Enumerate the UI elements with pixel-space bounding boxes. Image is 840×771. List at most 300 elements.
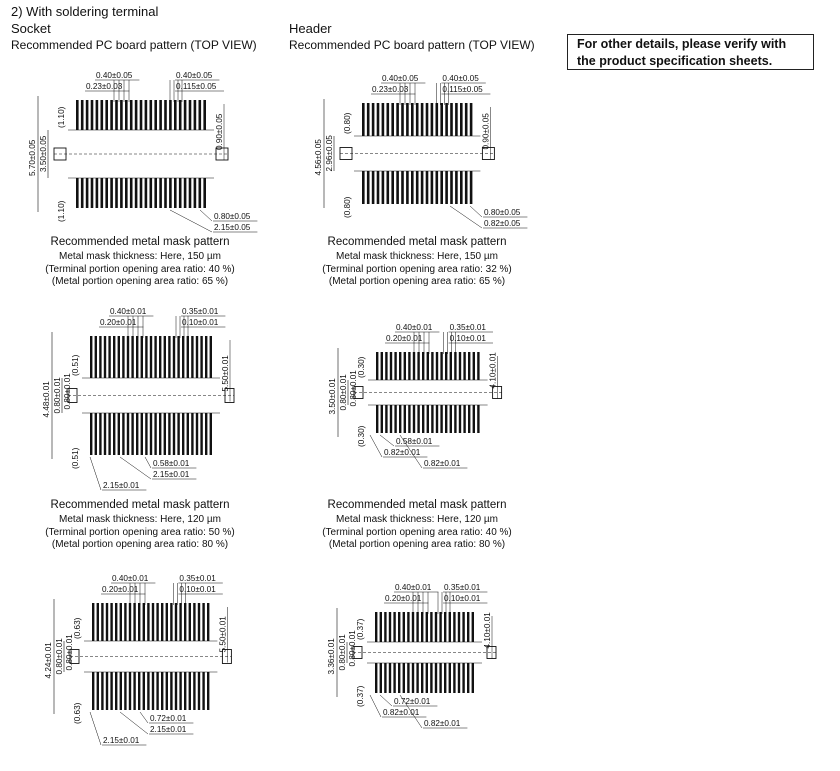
header-pcb-dim-overall: 4.56±0.05 <box>314 139 323 176</box>
spec-note-line2: the product specification sheets. <box>577 54 773 68</box>
socket-m120-pad-bottom <box>184 672 186 710</box>
socket-m120-pad-top <box>152 603 154 641</box>
socket-m150-pad-top <box>210 336 212 378</box>
header-m150-pad-top <box>404 352 406 380</box>
socket-m150-pad-top <box>164 336 166 378</box>
header-pcb-dim-bottom-0: 0.80±0.05 <box>484 208 521 217</box>
header-m120-dim-overall: 3.36±0.01 <box>327 638 336 675</box>
socket-pcb-pad-top <box>125 100 128 130</box>
header-m150-pad-top <box>445 352 447 380</box>
socket-m150-dim-bottom-leader <box>120 457 151 479</box>
socket-pcb-dim-side-pitch: 0.40±0.05 <box>176 71 213 80</box>
socket-m120-dim-center: 0.80±0.01 <box>65 634 74 671</box>
header-m150-dim-pad-length-top: (0.30) <box>357 356 366 378</box>
header-m150-dim-pad-length-bottom: (0.30) <box>357 425 366 447</box>
socket-m120-pad-bottom <box>143 672 145 710</box>
socket-pcb-pad-top <box>154 100 157 130</box>
header-m150-pad-bottom <box>454 405 456 433</box>
socket-m150-pad-bottom <box>196 413 198 455</box>
socket-m150-pad-bottom <box>191 413 193 455</box>
socket-m120-pad-top <box>133 603 135 641</box>
header-pcb-pad-bottom <box>455 171 458 204</box>
socket-m150-pad-bottom <box>99 413 101 455</box>
socket-m120-pad-top <box>193 603 195 641</box>
header-pcb-pad-top <box>421 103 424 136</box>
header-pcb-pad-top <box>445 103 448 136</box>
header-m120-pad-bottom <box>412 663 414 693</box>
socket-m120-pad-top <box>147 603 149 641</box>
header-mask150-terminal-ratio: (Terminal portion opening area ratio: 32 %) <box>322 263 512 275</box>
socket-m120-dim-bottom-leader <box>140 712 148 723</box>
header-pcb-dim-side-pitch: 0.40±0.05 <box>442 74 479 83</box>
header-pcb-pad-bottom <box>362 171 365 204</box>
socket-m150-pad-bottom <box>136 413 138 455</box>
header-m150-pad-top <box>459 352 461 380</box>
header-m150-pad-bottom <box>404 405 406 433</box>
header-m150-pad-bottom <box>473 405 475 433</box>
socket-pcb-pad-top <box>174 100 177 130</box>
section-title: 2) With soldering terminal <box>11 4 159 19</box>
socket-m150-pad-top <box>187 336 189 378</box>
socket-m120-dim-bottom-0: 0.72±0.01 <box>150 714 187 723</box>
header-m120-pad-bottom <box>421 663 423 693</box>
header-mask120-diagram <box>327 583 496 728</box>
socket-m150-dim-pad-length-bottom: (0.51) <box>71 447 80 469</box>
header-m150-pad-top <box>473 352 475 380</box>
socket-pcb-pad-bottom <box>115 178 118 208</box>
socket-m120-dim-bottom-2: 2.15±0.01 <box>103 736 140 745</box>
header-pcb-pad-bottom <box>421 171 424 204</box>
socket-pcb-pad-top <box>203 100 206 130</box>
header-pcb-pad-bottom <box>416 171 419 204</box>
socket-m120-pad-top <box>143 603 145 641</box>
header-m120-dim-inner: 0.80±0.01 <box>338 634 347 671</box>
socket-m120-pad-bottom <box>92 672 94 710</box>
socket-m150-pad-bottom <box>173 413 175 455</box>
header-m120-pad-top <box>458 612 460 642</box>
header-mask120-metal-ratio: (Metal portion opening area ratio: 80 %) <box>328 539 506 550</box>
header-m120-pad-top <box>462 612 464 642</box>
header-m120-pad-top <box>380 612 382 642</box>
socket-pcb-pad-top <box>194 100 197 130</box>
header-pcb-pad-bottom <box>436 171 439 204</box>
socket-m150-pad-bottom <box>200 413 202 455</box>
socket-m150-pad-top <box>196 336 198 378</box>
header-pcb-pad-top <box>450 103 453 136</box>
socket-m150-pad-bottom <box>187 413 189 455</box>
header-pcb-pad-bottom <box>431 171 434 204</box>
header-m150-pad-top <box>440 352 442 380</box>
header-m120-pad-bottom <box>458 663 460 693</box>
socket-pcb-pad-top <box>81 100 84 130</box>
header-m120-dim-pad-length-bottom: (0.37) <box>356 685 365 707</box>
header-m150-pad-top <box>468 352 470 380</box>
socket-pcb-dim-pad-width: 0.23±0.03 <box>86 82 123 91</box>
header-m120-pad-bottom <box>439 663 441 693</box>
socket-mask150-terminal-ratio: (Terminal portion opening area ratio: 40 %) <box>45 263 235 275</box>
socket-m120-pad-top <box>138 603 140 641</box>
header-m120-pad-bottom <box>453 663 455 693</box>
header-m150-dim-pitch: 0.40±0.01 <box>396 323 433 332</box>
socket-mask120-terminal-ratio: (Terminal portion opening area ratio: 50 %) <box>45 526 235 538</box>
socket-m150-dim-bottom-2: 2.15±0.01 <box>103 481 140 490</box>
socket-pcb-pad-bottom <box>184 178 187 208</box>
socket-m120-pad-bottom <box>133 672 135 710</box>
socket-pcb-pad-bottom <box>101 178 104 208</box>
socket-pcb-pad-top <box>115 100 118 130</box>
socket-m120-pad-bottom <box>97 672 99 710</box>
socket-m150-pad-top <box>127 336 129 378</box>
socket-m150-pad-bottom <box>164 413 166 455</box>
header-pcb-dim-pad-length-top: (0.80) <box>343 112 352 134</box>
header-m120-pad-top <box>472 612 474 642</box>
socket-m150-dim-bottom-leader <box>90 457 101 490</box>
header-pcb-pad-bottom <box>367 171 370 204</box>
socket-pcb-pad-bottom <box>169 178 172 208</box>
header-m150-pad-bottom <box>440 405 442 433</box>
header-m120-dim-bottom-1: 0.82±0.01 <box>383 708 420 717</box>
socket-pcb-dim-bottom-leader <box>200 210 212 221</box>
header-m120-pad-bottom <box>375 663 377 693</box>
socket-m150-pad-top <box>122 336 124 378</box>
header-m150-dim-bottom-0: 0.58±0.01 <box>396 437 433 446</box>
socket-m120-dim-inner: 0.80±0.01 <box>55 638 64 675</box>
header-m120-pad-bottom <box>462 663 464 693</box>
socket-m150-pad-top <box>173 336 175 378</box>
header-m150-pad-top <box>431 352 433 380</box>
header-mask120-thickness: Metal mask thickness: Here, 120 µm <box>336 514 498 525</box>
header-m150-dim-side-pitch: 0.35±0.01 <box>449 323 486 332</box>
socket-m150-pad-bottom <box>159 413 161 455</box>
socket-pcb-pad-top <box>101 100 104 130</box>
socket-m120-pad-bottom <box>161 672 163 710</box>
header-pcb-pad-top <box>401 103 404 136</box>
header-m120-dim-pad-width: 0.20±0.01 <box>385 594 422 603</box>
header-m120-pad-bottom <box>435 663 437 693</box>
header-m120-pad-top <box>426 612 428 642</box>
socket-mask150-title: Recommended metal mask pattern <box>50 236 230 248</box>
header-m120-pad-top <box>398 612 400 642</box>
socket-pcb-pad-bottom <box>140 178 143 208</box>
header-m150-pad-top <box>450 352 452 380</box>
header-pcb-dim-pad-width: 0.23±0.03 <box>372 85 409 94</box>
socket-m150-pad-bottom <box>182 413 184 455</box>
header-m120-pad-top <box>412 612 414 642</box>
header-m120-pad-bottom <box>389 663 391 693</box>
socket-m150-pad-top <box>205 336 207 378</box>
header-pcb-dim-right-vertical: 0.90±0.05 <box>481 113 491 150</box>
socket-m150-dim-bottom-1: 2.15±0.01 <box>153 470 190 479</box>
socket-pcb-pad-bottom <box>76 178 79 208</box>
header-m120-pad-bottom <box>467 663 469 693</box>
socket-pcb-pad-bottom <box>203 178 206 208</box>
header-m120-dim-side-gap: 0.10±0.01 <box>444 594 481 603</box>
header-m150-pad-top <box>390 352 392 380</box>
header-m120-pad-bottom <box>384 663 386 693</box>
header-pcb-pad-top <box>391 103 394 136</box>
header-mask150-thickness: Metal mask thickness: Here, 150 µm <box>336 251 498 262</box>
header-m150-dim-inner: 0.80±0.01 <box>339 374 348 411</box>
socket-m120-pad-top <box>189 603 191 641</box>
socket-m120-pad-top <box>129 603 131 641</box>
header-m150-pad-bottom <box>408 405 410 433</box>
header-pcb-pad-bottom <box>470 171 473 204</box>
socket-m150-pad-bottom <box>113 413 115 455</box>
socket-m150-pad-bottom <box>118 413 120 455</box>
socket-pcb-dim-right-vertical: 0.90±0.05 <box>215 113 224 150</box>
header-m150-dim-pad-width: 0.20±0.01 <box>386 334 423 343</box>
socket-mask120-diagram <box>44 574 231 745</box>
header-pcb-dim-side-gap: 0.115±0.05 <box>442 85 483 94</box>
socket-m120-pad-bottom <box>170 672 172 710</box>
socket-pcb-pad-bottom <box>199 178 202 208</box>
header-m120-dim-side-pitch: 0.35±0.01 <box>444 583 481 592</box>
socket-m150-dim-center: 0.80±0.01 <box>63 373 72 410</box>
socket-m120-pad-bottom <box>110 672 112 710</box>
header-pcb-pad-top <box>431 103 434 136</box>
socket-m120-pad-bottom <box>138 672 140 710</box>
header-m150-pad-top <box>427 352 429 380</box>
header-m150-dim-bottom-leader <box>380 435 394 446</box>
header-m120-pad-bottom <box>472 663 474 693</box>
socket-m120-pad-bottom <box>120 672 122 710</box>
socket-m150-pad-bottom <box>104 413 106 455</box>
header-pcb-pad-top <box>436 103 439 136</box>
socket-pcb-pad-top <box>91 100 94 130</box>
header-m120-dim-pitch: 0.40±0.01 <box>395 583 432 592</box>
socket-m120-pad-bottom <box>156 672 158 710</box>
socket-m120-dim-pad-length-bottom: (0.63) <box>73 702 82 724</box>
socket-pcb-pad-bottom <box>110 178 113 208</box>
header-m150-pad-top <box>463 352 465 380</box>
header-m150-pad-top <box>381 352 383 380</box>
socket-m150-pad-top <box>90 336 92 378</box>
socket-m120-pad-top <box>115 603 117 641</box>
socket-pcb-dim-pitch: 0.40±0.05 <box>96 71 133 80</box>
socket-m120-pad-top <box>124 603 126 641</box>
header-m150-dim-bottom-2: 0.82±0.01 <box>424 459 461 468</box>
socket-m150-dim-bottom-0: 0.58±0.01 <box>153 459 190 468</box>
header-pcb-dim-pad-length-bottom: (0.80) <box>343 196 352 218</box>
socket-m120-pad-bottom <box>207 672 209 710</box>
header-m150-pad-bottom <box>431 405 433 433</box>
socket-mask150-metal-ratio: (Metal portion opening area ratio: 65 %) <box>51 276 229 287</box>
header-m150-pad-bottom <box>459 405 461 433</box>
header-m150-dim-side-gap: 0.10±0.01 <box>449 334 486 343</box>
header-pcb-pad-bottom <box>401 171 404 204</box>
socket-m120-pad-top <box>156 603 158 641</box>
socket-pcb-pad-bottom <box>164 178 167 208</box>
socket-m150-pad-bottom <box>127 413 129 455</box>
header-m120-pad-top <box>416 612 418 642</box>
header-m120-pad-top <box>375 612 377 642</box>
header-m120-pad-top <box>430 612 432 642</box>
header-m150-pad-bottom <box>413 405 415 433</box>
header-m120-dim-bottom-0: 0.72±0.01 <box>394 697 431 706</box>
socket-m150-pad-bottom <box>154 413 156 455</box>
header-m150-pad-bottom <box>394 405 396 433</box>
socket-pcb-pad-bottom <box>81 178 84 208</box>
header-m150-pad-bottom <box>468 405 470 433</box>
header-m150-pad-top <box>385 352 387 380</box>
socket-m150-pad-bottom <box>131 413 133 455</box>
socket-m150-pad-bottom <box>145 413 147 455</box>
header-pcb-pad-bottom <box>387 171 390 204</box>
header-pcb-pad-top <box>362 103 365 136</box>
socket-pcb-pad-bottom <box>135 178 138 208</box>
socket-pcb-pad-top <box>130 100 133 130</box>
socket-m120-dim-pad-width: 0.20±0.01 <box>102 585 139 594</box>
socket-m150-dim-pitch: 0.40±0.01 <box>110 307 147 316</box>
header-m120-dim-bottom-2: 0.82±0.01 <box>424 719 461 728</box>
socket-pcb-dim-bottom-1: 2.15±0.05 <box>214 223 251 232</box>
socket-mask120-metal-ratio: (Metal portion opening area ratio: 80 %) <box>51 539 229 550</box>
header-m120-pad-top <box>449 612 451 642</box>
socket-m150-pad-bottom <box>168 413 170 455</box>
header-pcb-pad-bottom <box>411 171 414 204</box>
socket-m150-pad-top <box>136 336 138 378</box>
socket-pcb-dim-bottom-0: 0.80±0.05 <box>214 212 251 221</box>
header-pcb-pad-bottom <box>426 171 429 204</box>
socket-m120-pad-bottom <box>179 672 181 710</box>
header-pcb-pad-top <box>377 103 380 136</box>
socket-title: Socket <box>11 21 51 36</box>
socket-m150-pad-top <box>95 336 97 378</box>
header-m150-pad-bottom <box>450 405 452 433</box>
socket-m120-pad-top <box>92 603 94 641</box>
header-pcb-pad-top <box>460 103 463 136</box>
header-m150-pad-top <box>399 352 401 380</box>
header-pcb-pad-bottom <box>460 171 463 204</box>
header-m120-pad-top <box>421 612 423 642</box>
socket-pcb-pad-top <box>105 100 108 130</box>
socket-m120-pad-bottom <box>166 672 168 710</box>
socket-m120-dim-side-gap: 0.10±0.01 <box>179 585 216 594</box>
header-m150-pad-bottom <box>445 405 447 433</box>
header-m120-dim-center: 0.80±0.01 <box>348 630 357 667</box>
socket-pcb-pad-bottom <box>86 178 89 208</box>
socket-m150-dim-side-pitch: 0.35±0.01 <box>182 307 219 316</box>
socket-m120-dim-bottom-leader <box>90 712 101 745</box>
socket-m120-pad-bottom <box>198 672 200 710</box>
socket-m120-pad-top <box>97 603 99 641</box>
socket-m120-pad-top <box>184 603 186 641</box>
header-pcb-subtitle: Recommended PC board pattern (TOP VIEW) <box>289 38 535 52</box>
header-m120-dim-right-vertical: 4.10±0.01 <box>483 612 492 649</box>
socket-m120-pad-top <box>202 603 204 641</box>
socket-m120-pad-bottom <box>115 672 117 710</box>
header-m150-pad-bottom <box>381 405 383 433</box>
header-pcb-pad-bottom <box>382 171 385 204</box>
header-mask150-diagram <box>328 323 502 468</box>
socket-m120-pad-bottom <box>202 672 204 710</box>
header-m150-pad-top <box>454 352 456 380</box>
header-m120-pad-bottom <box>430 663 432 693</box>
header-m150-dim-right-vertical: 4.10±0.01 <box>488 352 498 389</box>
header-m120-pad-bottom <box>380 663 382 693</box>
socket-pcb-pad-top <box>184 100 187 130</box>
header-m120-pad-top <box>435 612 437 642</box>
header-m120-pad-top <box>407 612 409 642</box>
socket-pcb-dim-bottom-leader <box>170 210 212 232</box>
socket-pcb-pad-top <box>140 100 143 130</box>
header-m150-pad-bottom <box>376 405 378 433</box>
socket-m120-pad-bottom <box>101 672 103 710</box>
header-m120-pad-top <box>453 612 455 642</box>
socket-m150-pad-top <box>200 336 202 378</box>
header-m150-pad-top <box>436 352 438 380</box>
socket-m120-pad-top <box>166 603 168 641</box>
socket-pcb-pad-bottom <box>189 178 192 208</box>
socket-mask120-thickness: Metal mask thickness: Here, 120 µm <box>59 514 221 525</box>
socket-pcb-pad-top <box>76 100 79 130</box>
socket-m150-pad-bottom <box>122 413 124 455</box>
header-m120-pad-top <box>444 612 446 642</box>
socket-pcb-pad-bottom <box>125 178 128 208</box>
socket-pcb-pad-bottom <box>96 178 99 208</box>
socket-m150-pad-top <box>154 336 156 378</box>
socket-m150-pad-bottom <box>205 413 207 455</box>
header-m150-pad-bottom <box>417 405 419 433</box>
socket-pcb-pad-top <box>120 100 123 130</box>
socket-m150-dim-pad-length-top: (0.51) <box>71 354 80 376</box>
socket-m120-pad-bottom <box>175 672 177 710</box>
header-m150-dim-center: 0.80±0.01 <box>349 370 358 407</box>
socket-m150-dim-overall: 4.48±0.01 <box>42 381 51 418</box>
socket-pcb-pad-bottom <box>174 178 177 208</box>
header-m150-dim-bottom-leader <box>370 435 382 457</box>
socket-pcb-pad-bottom <box>145 178 148 208</box>
header-m120-pad-bottom <box>403 663 405 693</box>
socket-m150-pad-top <box>104 336 106 378</box>
header-pcb-pad-bottom <box>372 171 375 204</box>
socket-m150-pad-bottom <box>210 413 212 455</box>
socket-m150-pad-bottom <box>150 413 152 455</box>
header-m120-dim-bottom-leader <box>370 695 381 717</box>
socket-pcb-dim-pad-length-top: (1.10) <box>57 106 66 128</box>
socket-m120-dim-overall: 4.24±0.01 <box>44 642 53 679</box>
header-pcb-pad-top <box>406 103 409 136</box>
header-mask150-metal-ratio: (Metal portion opening area ratio: 65 %) <box>328 276 506 287</box>
header-pcb-pad-bottom <box>465 171 468 204</box>
socket-m120-dim-pad-length-top: (0.63) <box>73 617 82 639</box>
socket-m120-pad-bottom <box>106 672 108 710</box>
header-m120-pad-bottom <box>393 663 395 693</box>
header-m150-pad-bottom <box>436 405 438 433</box>
socket-m120-pad-top <box>198 603 200 641</box>
socket-m120-pad-top <box>161 603 163 641</box>
socket-mask150-thickness: Metal mask thickness: Here, 150 µm <box>59 251 221 262</box>
socket-pcb-pad-top <box>150 100 153 130</box>
header-m120-pad-bottom <box>398 663 400 693</box>
socket-m150-dim-pad-width: 0.20±0.01 <box>100 318 137 327</box>
socket-pcb-pattern-diagram <box>28 71 257 232</box>
header-pcb-pad-bottom <box>440 171 443 204</box>
spec-note-line1: For other details, please verify with <box>577 37 787 51</box>
header-pcb-pad-top <box>440 103 443 136</box>
socket-m120-dim-bottom-1: 2.15±0.01 <box>150 725 187 734</box>
socket-pcb-pad-top <box>189 100 192 130</box>
header-m120-dim-bottom-leader <box>380 695 392 706</box>
socket-mask120-title: Recommended metal mask pattern <box>50 499 230 511</box>
socket-pcb-pad-top <box>164 100 167 130</box>
header-pcb-pad-top <box>382 103 385 136</box>
header-m150-pad-bottom <box>399 405 401 433</box>
header-pcb-dim-bottom-leader <box>450 206 482 228</box>
socket-m120-dim-right-vertical: 5.50±0.01 <box>218 616 228 653</box>
socket-m150-pad-top <box>182 336 184 378</box>
socket-m120-pad-bottom <box>124 672 126 710</box>
